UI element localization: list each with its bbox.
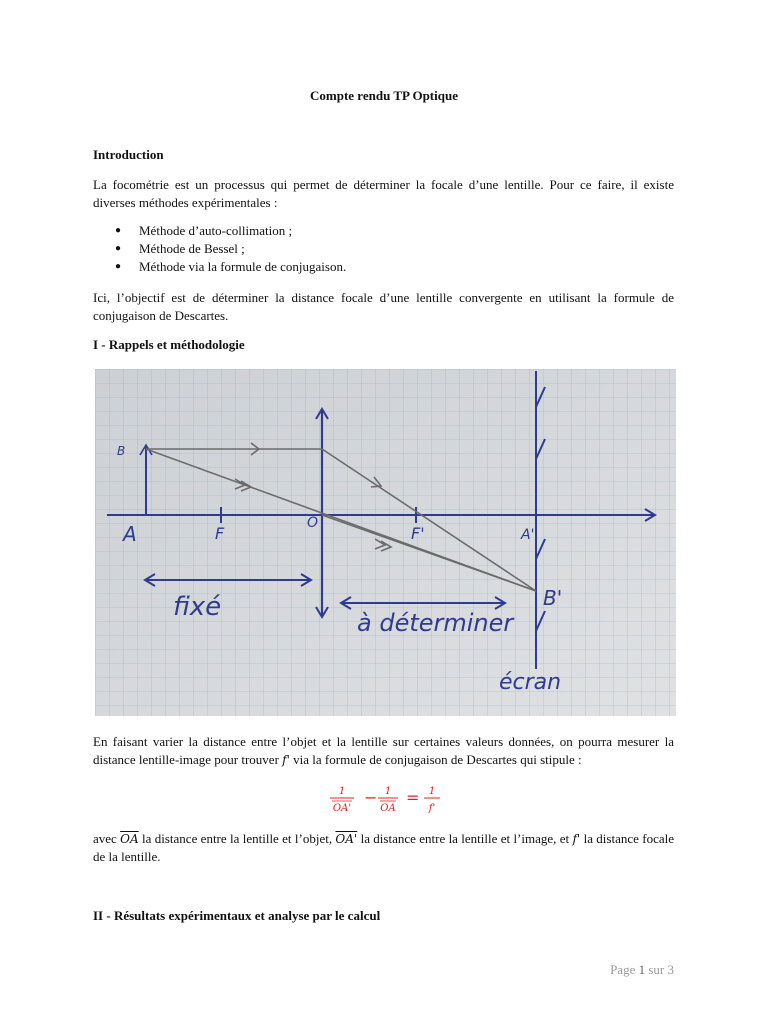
symbol-oa-prime: OA'	[335, 832, 358, 846]
section1-heading: I - Rappels et méthodologie	[93, 337, 245, 352]
label-ecran: écran	[499, 670, 562, 695]
formula-minus: −	[364, 788, 378, 807]
optics-diagram-photo	[95, 369, 676, 716]
text-image-distance: la distance entre la lentille et l’image, et	[360, 831, 570, 846]
methods-list	[93, 222, 346, 276]
formula-num-2: 1	[384, 786, 392, 797]
label-a: A	[123, 522, 137, 546]
method-paragraph	[93, 733, 674, 769]
formula-den-oa: OA	[380, 803, 396, 814]
formula-num-1: 1	[338, 786, 346, 797]
section2-heading: II - Résultats expérimentaux et analyse par le calcul	[93, 908, 381, 923]
optics-diagram	[95, 369, 676, 716]
formula-equals: =	[406, 788, 420, 807]
introduction-heading: Introduction	[93, 147, 164, 162]
label-b: B	[117, 444, 126, 458]
conjugation-formula	[300, 780, 470, 820]
list-item: ● Méthode d’auto-collimation ;	[93, 222, 346, 240]
text-object-distance: la distance entre la lentille et l’objet,	[142, 831, 333, 846]
page-total: sur 3	[648, 962, 674, 977]
label-o: O	[307, 515, 319, 531]
label-bprime: B'	[543, 586, 563, 610]
symbol-f-prime-2: f'	[572, 832, 581, 846]
document-title: Compte rendu TP Optique	[310, 88, 458, 103]
label-fprime: F'	[411, 524, 425, 543]
formula-num-3: 1	[428, 786, 436, 797]
method-text-post: via la formule de conjugaison de Descartes qui stipule :	[293, 752, 582, 767]
intro-paragraph: La focométrie est un processus qui permet de déterminer la focale d’une lentille. Pour ce faire, il existe diverses méthodes expérimentales :	[93, 177, 674, 210]
list-item: ● Méthode via la formule de conjugaison.	[93, 258, 346, 276]
label-fixe: fixé	[173, 592, 222, 622]
symbol-f-prime: f'	[282, 753, 290, 767]
text-focal-distance: la distance focale de la lentille.	[93, 831, 674, 864]
label-aprime: A'	[521, 527, 535, 543]
page-label: Page	[610, 962, 636, 977]
method-text-pre: En faisant varier la distance entre l’objet et la lentille sur certaines valeurs données, on pourra mesurer la distance lentille-image pour trouver	[93, 734, 674, 767]
label-f: F	[215, 524, 225, 543]
definitions-paragraph	[93, 830, 674, 866]
list-item: ● Méthode de Bessel ;	[93, 240, 346, 258]
label-a-determiner: à déterminer	[357, 609, 514, 637]
objective-paragraph: Ici, l’objectif est de déterminer la distance focale d’une lentille convergente en utilisant la formule de conjugaison de Descartes.	[93, 290, 674, 323]
page-number: 1	[638, 962, 646, 977]
symbol-oa: $\overline{OA}$	[120, 832, 139, 846]
text-avec: avec	[93, 831, 117, 846]
formula-den-oa-prime: OA'	[332, 803, 352, 814]
page-footer	[610, 962, 674, 978]
formula-den-f-prime: f'	[428, 803, 436, 814]
